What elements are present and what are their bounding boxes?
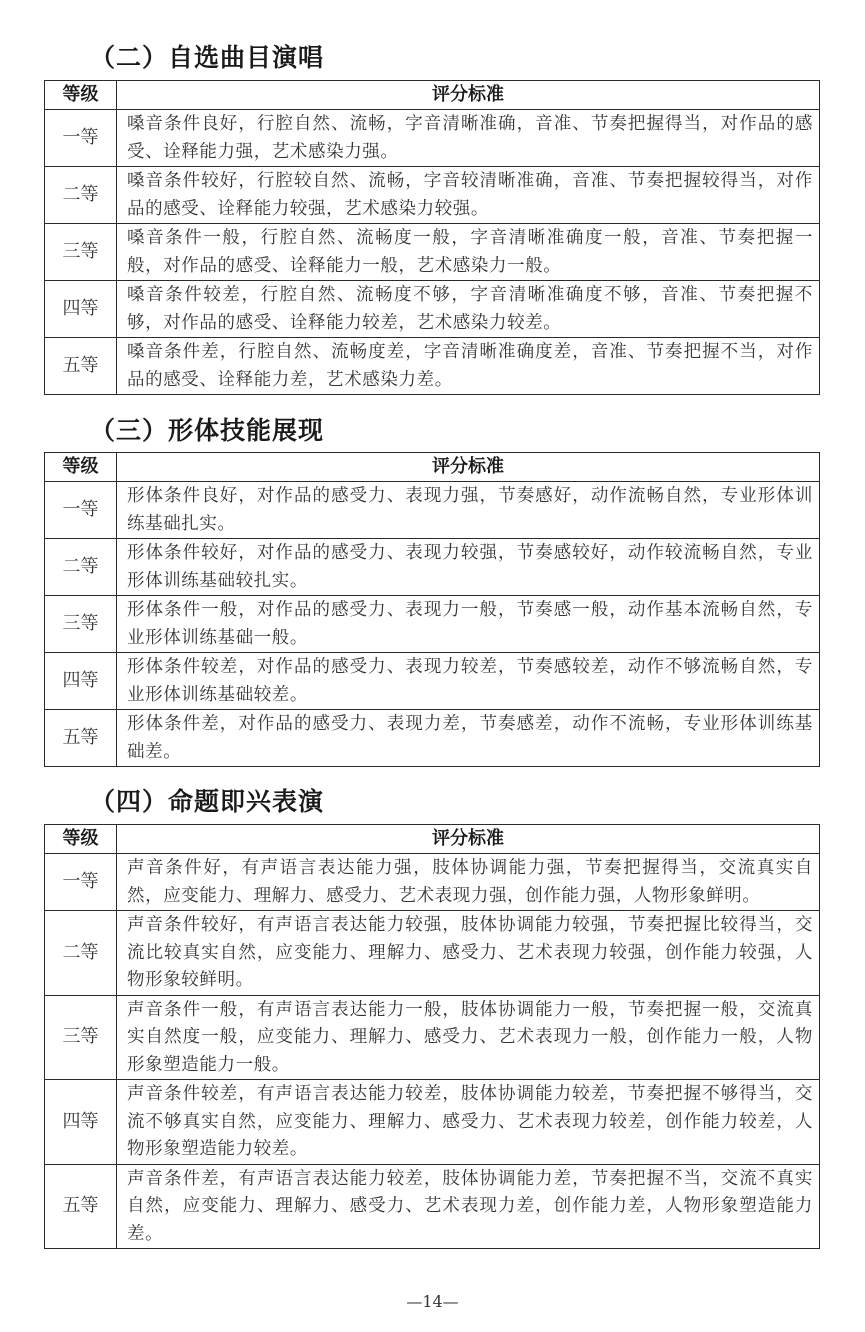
table-row — [45, 167, 820, 224]
section-title-physical: （三）形体技能展现 — [90, 416, 325, 445]
grade-cell: 一等 — [45, 110, 117, 167]
grading-table-physical — [44, 452, 820, 767]
criteria-cell: 形体条件较差，对作品的感受力、表现力较差，节奏感较差，动作不够流畅自然，专业形体训练基础较差。 — [117, 653, 820, 710]
table-row — [45, 995, 820, 1080]
criteria-cell: 形体条件差，对作品的感受力、表现力差，节奏感差，动作不流畅，专业形体训练基础差。 — [117, 710, 820, 767]
grade-cell: 二等 — [45, 539, 117, 596]
table-row — [45, 539, 820, 596]
table-row — [45, 1164, 820, 1249]
grading-table-vocal — [44, 80, 820, 395]
grade-cell: 一等 — [45, 482, 117, 539]
criteria-cell: 嗓音条件良好，行腔自然、流畅，字音清晰准确，音准、节奏把握得当，对作品的感受、诠释能力强，艺术感染力强。 — [117, 110, 820, 167]
criteria-cell: 嗓音条件差，行腔自然、流畅度差，字音清晰准确度差，音准、节奏把握不当，对作品的感受、诠释能力差，艺术感染力差。 — [117, 338, 820, 395]
header-criteria: 评分标准 — [117, 825, 820, 854]
criteria-cell: 形体条件良好，对作品的感受力、表现力强，节奏感好，动作流畅自然，专业形体训练基础扎实。 — [117, 482, 820, 539]
header-grade: 等级 — [45, 453, 117, 482]
criteria-cell: 声音条件较差，有声语言表达能力较差，肢体协调能力较差，节奏把握不够得当，交流不够真实自然，应变能力、理解力、感受力、艺术表现力较差，创作能力较差，人物形象塑造能力较差。 — [117, 1080, 820, 1165]
header-grade: 等级 — [45, 81, 117, 110]
table-row — [45, 854, 820, 911]
grade-cell: 三等 — [45, 995, 117, 1080]
grade-cell: 五等 — [45, 710, 117, 767]
table-row — [45, 281, 820, 338]
page-number: —14— — [406, 1292, 459, 1311]
header-criteria: 评分标准 — [117, 81, 820, 110]
criteria-cell: 嗓音条件较好，行腔较自然、流畅，字音较清晰准确，音准、节奏把握较得当，对作品的感受、诠释能力较强，艺术感染力较强。 — [117, 167, 820, 224]
table-row — [45, 710, 820, 767]
grade-cell: 五等 — [45, 338, 117, 395]
grading-table-improv — [44, 824, 820, 1249]
criteria-cell: 嗓音条件较差，行腔自然、流畅度不够，字音清晰准确度不够，音准、节奏把握不够，对作品的感受、诠释能力较差，艺术感染力较差。 — [117, 281, 820, 338]
grade-cell: 二等 — [45, 911, 117, 996]
section-title-vocal: （二）自选曲目演唱 — [90, 43, 325, 72]
table-header-row — [45, 825, 820, 854]
table-row — [45, 653, 820, 710]
table-row — [45, 110, 820, 167]
criteria-cell: 声音条件好，有声语言表达能力强，肢体协调能力强，节奏把握得当，交流真实自然，应变能力、理解力、感受力、艺术表现力强，创作能力强，人物形象鲜明。 — [117, 854, 820, 911]
grade-cell: 四等 — [45, 653, 117, 710]
table-row — [45, 1080, 820, 1165]
header-criteria: 评分标准 — [117, 453, 820, 482]
grade-cell: 四等 — [45, 281, 117, 338]
criteria-cell: 形体条件一般，对作品的感受力、表现力一般，节奏感一般，动作基本流畅自然，专业形体训练基础一般。 — [117, 596, 820, 653]
table-row — [45, 482, 820, 539]
grade-cell: 一等 — [45, 854, 117, 911]
grade-cell: 二等 — [45, 167, 117, 224]
criteria-cell: 形体条件较好，对作品的感受力、表现力较强，节奏感较好，动作较流畅自然，专业形体训练基础较扎实。 — [117, 539, 820, 596]
table-header-row — [45, 453, 820, 482]
grade-cell: 四等 — [45, 1080, 117, 1165]
grade-cell: 五等 — [45, 1164, 117, 1249]
criteria-cell: 嗓音条件一般，行腔自然、流畅度一般，字音清晰准确度一般，音准、节奏把握一般，对作品的感受、诠释能力一般，艺术感染力一般。 — [117, 224, 820, 281]
criteria-cell: 声音条件一般，有声语言表达能力一般，肢体协调能力一般，节奏把握一般，交流真实自然度一般，应变能力、理解力、感受力、艺术表现力一般，创作能力一般，人物形象塑造能力一般。 — [117, 995, 820, 1080]
table-row — [45, 596, 820, 653]
criteria-cell: 声音条件较好，有声语言表达能力较强，肢体协调能力较强，节奏把握比较得当，交流比较真实自然，应变能力、理解力、感受力、艺术表现力较强，创作能力较强，人物形象较鲜明。 — [117, 911, 820, 996]
table-header-row — [45, 81, 820, 110]
grade-cell: 三等 — [45, 224, 117, 281]
table-row — [45, 338, 820, 395]
table-row — [45, 224, 820, 281]
table-row — [45, 911, 820, 996]
section-title-improv: （四）命题即兴表演 — [90, 787, 325, 816]
criteria-cell: 声音条件差，有声语言表达能力较差，肢体协调能力差，节奏把握不当，交流不真实自然，应变能力、理解力、感受力、艺术表现力差，创作能力差，人物形象塑造能力差。 — [117, 1164, 820, 1249]
grade-cell: 三等 — [45, 596, 117, 653]
header-grade: 等级 — [45, 825, 117, 854]
